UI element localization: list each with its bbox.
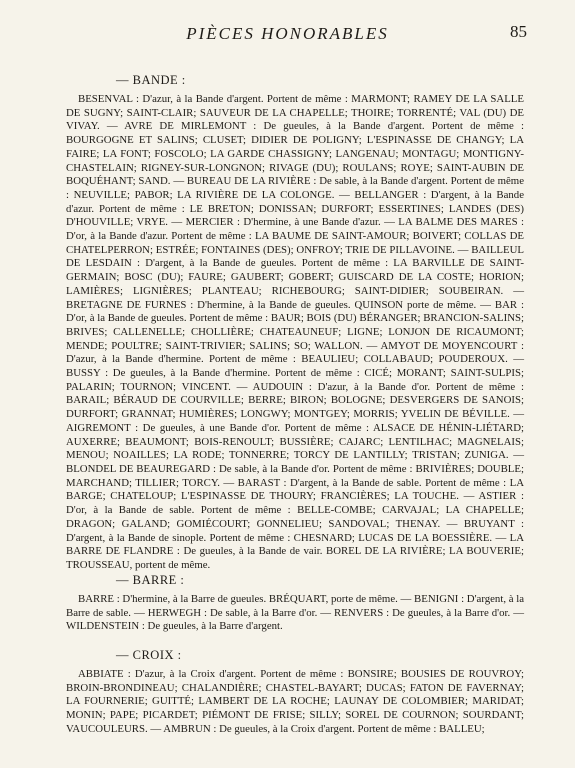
section-heading: — CROIX : [116, 648, 182, 662]
section-body: ABBIATE : D'azur, à la Croix d'argent. Portent de même : BONSIRE; BOUSIES DE ROUVROY; BROIN-BRONDINEAU; CHALANDIÈRE; CHASTEL-BAYART; DUCAS; FATON DE FAVERNAY; LA FOURNERIE; GUITTÉ; LAMBERT DE LA ROCHE; LAUNAY DE COLOMBIER; MARIDAT; MONIN; PAPE; PICARDET; PIÉMONT DE FRISE; SILLY; SOREL DE COURNON; SOURDANT; VAUCOULEURS. — AMBRUN : De gueules, à la Croix d'argent. Portent de même : BALLEU; [66, 668, 524, 735]
section-body: BESENVAL : D'azur, à la Bande d'argent. Portent de même : MARMONT; RAMEY DE LA SALLE DE SUGNY; SAINT-CLAIR; SAUVEUR DE LA CHAPELLE; THOIRE; TORRENTÉ; VAL (DU) DE VIVAY. — AVRE DE MIRLEMONT : De gueules, à la Bande d'argent. Portent de même : BOURGOGNE ET SALINS; CLUSET; DIDIER DE POLIGNY; L'ESPINASSE DE CHANGY; LA FAIRE; LA FONT; FOSCOLO; LA GARDE CHASSIGNY; LANGENAU; MONTAGU; MONTIGNY-CHASTELAIN; RIGNEY-SUR-LONGNON; RIVAGE (DU); ROULANS; ROYE; SAINT-AUBIN DE BOQUÉHANT; SAND. — BUREAU DE LA RIVIÈRE : De sable, à la Bande d'argent. Portent de même : NEUVILLE; PABOR; LA RIVIÈRE DE LA COLONGE. — BELLANGER : D'argent, à la Bande d'azur. Portent de même : LE BRETON; DONISSAN; DURFORT; ESSERTINES; LANDES (DES) D'HOUVILLE; VRYE. — MERCIER : D'hermine, à une Bande d'azur. — LA BALME DES MARES : D'or, à la Bande d'azur. Portent de même : LA BAUME DE SAINT-AMOUR; BOIVERT; COLLAS DE CHATELPERRON; ESTRÉE; FONTAINES (DES); ONFROY; TRIE DE PILLAVOINE. — BAILLEUL DE LESDAIN : D'argent, à la Bande de gueules. Portent de même : LA BARVILLE DE SAINT-GERMAIN; BOSC (DU); FAURE; GAUBERT; GOBERT; GUISCARD DE LA COSTE; HORION; LAMIÈRES; LIGNIÈRES; PLANTEAU; RICHEBOURG; SAINT-DIDIER; SOUBEIRAN. — BRETAGNE DE FURNES : D'hermine, à la Bande de gueules. QUINSON porte de même. — BAR : D'or, à la Bande de gueules. Portent de même : BAUR; BOIS (DU) BÉRANGER; BRANCION-SALINS; BRIVES; CALLENELLE; CHOLLIÈRE; CHATEAUNEUF; LIGNE; LONJON DE RICAUMONT; MENDE; POULTRE; SAINT-TRIVIER; SALINS; SO; WALLON. — AMYOT DE MOYENCOURT : D'azur, à la Bande d'hermine. Portent de même : BEAULIEU; COLLABAUD; POUDEROUX. — BUSSY : De gueules, à la Bande d'hermine. Portent de même : CICÉ; MORANT; SAINT-SULPIS; PALARIN; TOURNON; VINCENT. — AUDOUIN : D'azur, à la Bande d'or. Portent de même : BARAIL; BÉRAUD DE COURVILLE; BERRE; BIRON; BOLOGNE; DESVERGERS DE SANOIS; DURFORT; GRANNAT; HUMIÈRES; LONGWY; MONTGEY; MORRIS; YVELIN DE BÉVILLE. — AIGREMONT : De gueules, à une Bande d'or. Portent de même : ALSACE DE HÉNIN-LIÉTARD; AUXERRE; BEAUMONT; BOIS-RENOULT; BUSSIÈRE; CAJARC; LENTILHAC; MAGNELAIS; MENOU; NOAILLES; LA RODE; TONNERRE; TORCY DE LANTILLY; TRISTAN; ZUNIGA. — BLONDEL DE BEAUREGARD : De sable, à la Bande d'or. Portent de même : BRIVIÈRES; DOUBLE; MARCHAND; TILLIER; TORCY. — BARAST : D'argent, à la Bande de sable. Portent de même : LA BARGE; CHATELOUP; L'ESPINASSE DE THOURY; FRANCIÈRES; LA TOUCHE. — ASTIER : D'or, à la Bande de sable. Portent de même : BELLE-COMBE; CARVAJAL; LA CHAPELLE; DRAGON; GALAND; GOMIÉCOURT; GONNELIEU; SANDOVAL; THENAY. — BRUYANT : D'argent, à la Bande de sinople. Portent de même : CHESNARD; LUCAS DE LA BOESSIÈRE. — LA BARRE DE FLANDRE : De gueules, à la Bande de vair. BOREL DE LA RIVIÈRE; LA BOUVERIE; TROUSSEAU, portent de même. [66, 93, 524, 571]
running-head [0, 22, 575, 42]
section-bande [66, 73, 524, 573]
section-heading: — BANDE : [116, 73, 186, 87]
section-croix [66, 648, 524, 737]
page-number: 85 [510, 22, 527, 41]
section-barre [66, 573, 524, 634]
section-heading: — BARRE : [116, 573, 185, 587]
running-title: PIÈCES HONORABLES [186, 24, 389, 43]
section-body: BARRE : D'hermine, à la Barre de gueules. BRÉQUART, porte de même. — BENIGNI : D'argent, à la Barre de sable. — HERWEGH : De sable, à la Barre d'or. — RENVERS : De gueules, à la Barre d'or. — WILDENSTEIN : De gueules, à la Barre d'argent. [66, 593, 525, 633]
